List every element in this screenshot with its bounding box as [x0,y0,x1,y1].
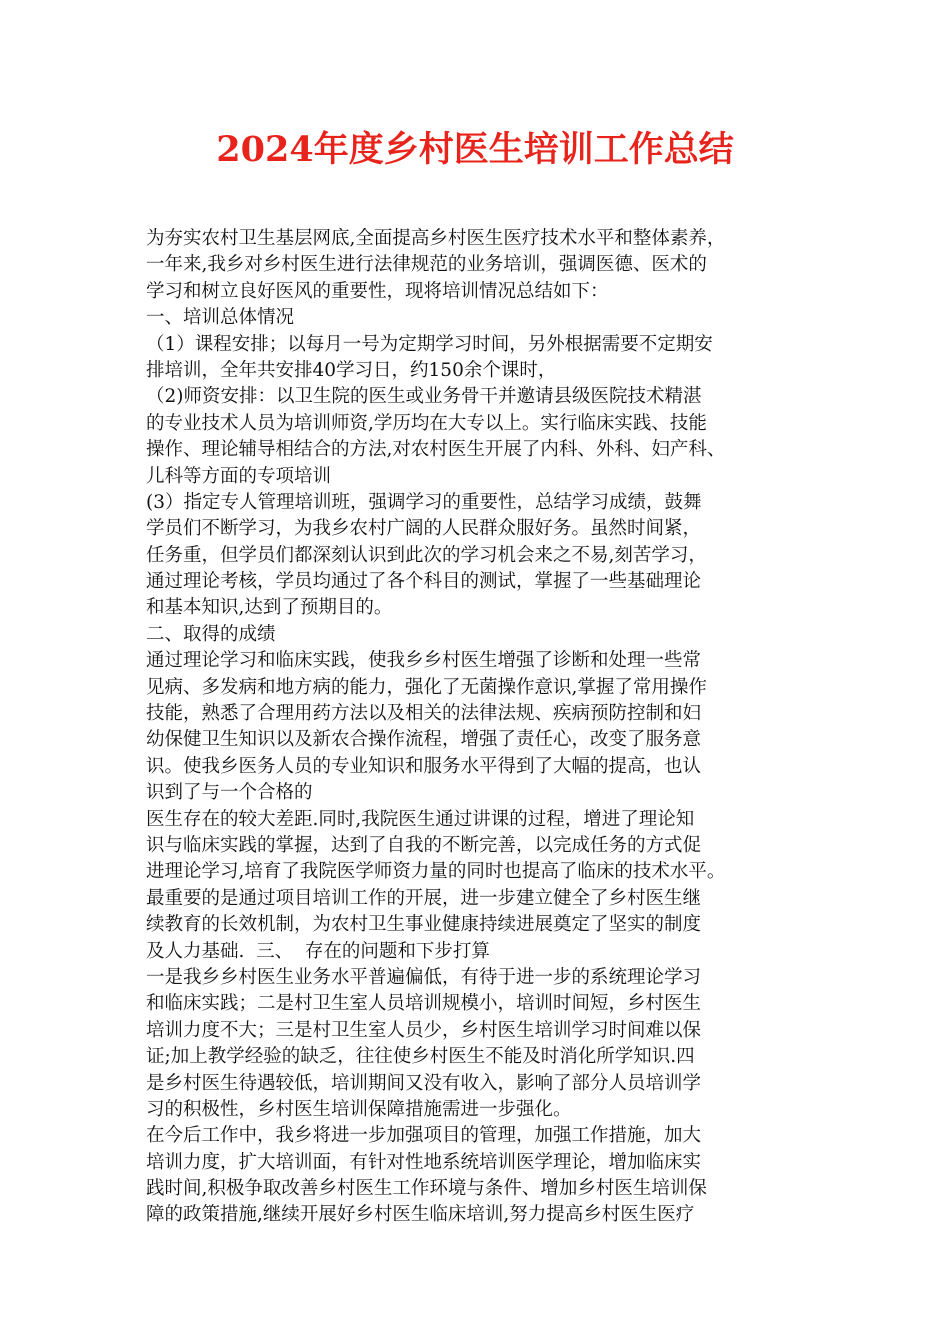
body-text-line: 学习和树立良好医风的重要性，现将培训情况总结如下： [146,280,609,302]
body-text-line: 一、培训总体情况 [146,307,295,329]
body-text-line: 操作、理论辅导相结合的方法,对农村医生开展了内科、外科、妇产科、 [146,439,726,461]
body-text-line: 是乡村医生待遇较低，培训期间又没有收入，影响了部分人员培训学 [146,1072,702,1094]
body-text-line: (3）指定专人管理培训班，强调学习的重要性，总结学习成绩，鼓舞 [146,491,702,513]
body-text-line: 幼保健卫生知识以及新农合操作流程，增强了责任心，改变了服务意 [146,729,702,751]
body-text-line: 见病、多发病和地方病的能力，强化了无菌操作意识,掌握了常用操作 [146,676,707,698]
body-text-line: 证;加上教学经验的缺乏，往往使乡村医生不能及时消化所学知识.四 [146,1046,695,1068]
body-text-line: 习的积极性，乡村医生培训保障措施需进一步强化。 [146,1098,572,1120]
body-text-line: （1）课程安排；以每月一号为定期学习时间，另外根据需要不定期安 [146,333,713,355]
body-text-line: 通过理论考核，学员均通过了各个科目的测试，掌握了一些基础理论 [146,571,702,593]
body-text-line: 儿科等方面的专项培训 [146,465,332,487]
body-text-line: 续教育的长效机制，为农村卫生事业健康持续进展奠定了坚实的制度 [146,914,702,936]
body-text-line: 二、取得的成绩 [146,623,276,645]
body-text-line: 通过理论学习和临床实践，使我乡乡村医生增强了诊断和处理一些常 [146,650,702,672]
body-text-line: 最重要的是通过项目培训工作的开展，进一步建立健全了乡村医生继 [146,887,702,909]
body-text-line: 为夯实农村卫生基层网底,全面提高乡村医生医疗技术水平和整体素养， [146,228,726,249]
body-text-line: （2)师资安排：以卫生院的医生或业务骨干并邀请县级医院技术精湛 [146,386,702,408]
body-text-line: 进理论学习,培育了我院医学师资力量的同时也提高了临床的技术水平。 [146,861,726,883]
body-text-line: 任务重，但学员们都深刻认识到此次的学习机会来之不易,刻苦学习， [146,544,707,566]
body-text-line: 培训力度，扩大培训面，有针对性地系统培训医学理论，增加临床实 [146,1151,702,1173]
body-text-line: 的专业技术人员为培训师资,学历均在大专以上。实行临床实践、技能 [146,412,707,434]
body-text-line: 一是我乡乡村医生业务水平普遍偏低，有待于进一步的系统理论学习 [146,966,702,988]
body-text-line: 医生存在的较大差距.同时,我院医生通过讲课的过程，增进了理论知 [146,808,695,830]
body-text-line: 及人力基础. 三、 存在的问题和下步打算 [146,940,490,962]
body-text-line: 障的政策措施,继续开展好乡村医生临床培训,努力提高乡村医生医疗 [146,1204,695,1226]
body-text-line: 识。使我乡医务人员的专业知识和服务水平得到了大幅的提高，也认 [146,755,702,777]
body-text-line: 培训力度不大；三是村卫生室人员少，乡村医生培训学习时间难以保 [146,1019,702,1041]
body-text-line: 一年来,我乡对乡村医生进行法律规范的业务培训，强调医德、医术的 [146,254,707,276]
document-title: 2024年度乡村医生培训工作总结 [216,129,734,170]
body-text-line: 识到了与一个合格的 [146,782,313,804]
body-text-line: 践时间,积极争取改善乡村医生工作环境与条件、增加乡村医生培训保 [146,1178,707,1200]
body-text-line: 和基本知识,达到了预期目的。 [146,597,393,619]
body-text-line: 和临床实践；二是村卫生室人员培训规模小，培训时间短，乡村医生 [146,993,702,1015]
body-text-line: 技能，熟悉了合理用药方法以及相关的法律法规、疾病预防控制和妇 [146,703,702,725]
body-text-line: 识与临床实践的掌握，达到了自我的不断完善，以完成任务的方式促 [146,834,702,856]
body-text-line: 学员们不断学习，为我乡农村广阔的人民群众服好务。虽然时间紧， [146,518,702,540]
body-text-line: 在今后工作中，我乡将进一步加强项目的管理，加强工作措施，加大 [146,1125,702,1147]
document-body [146,226,816,1229]
body-text-line: 排培训，全年共安排40学习日，约150余个课时， [146,359,557,381]
